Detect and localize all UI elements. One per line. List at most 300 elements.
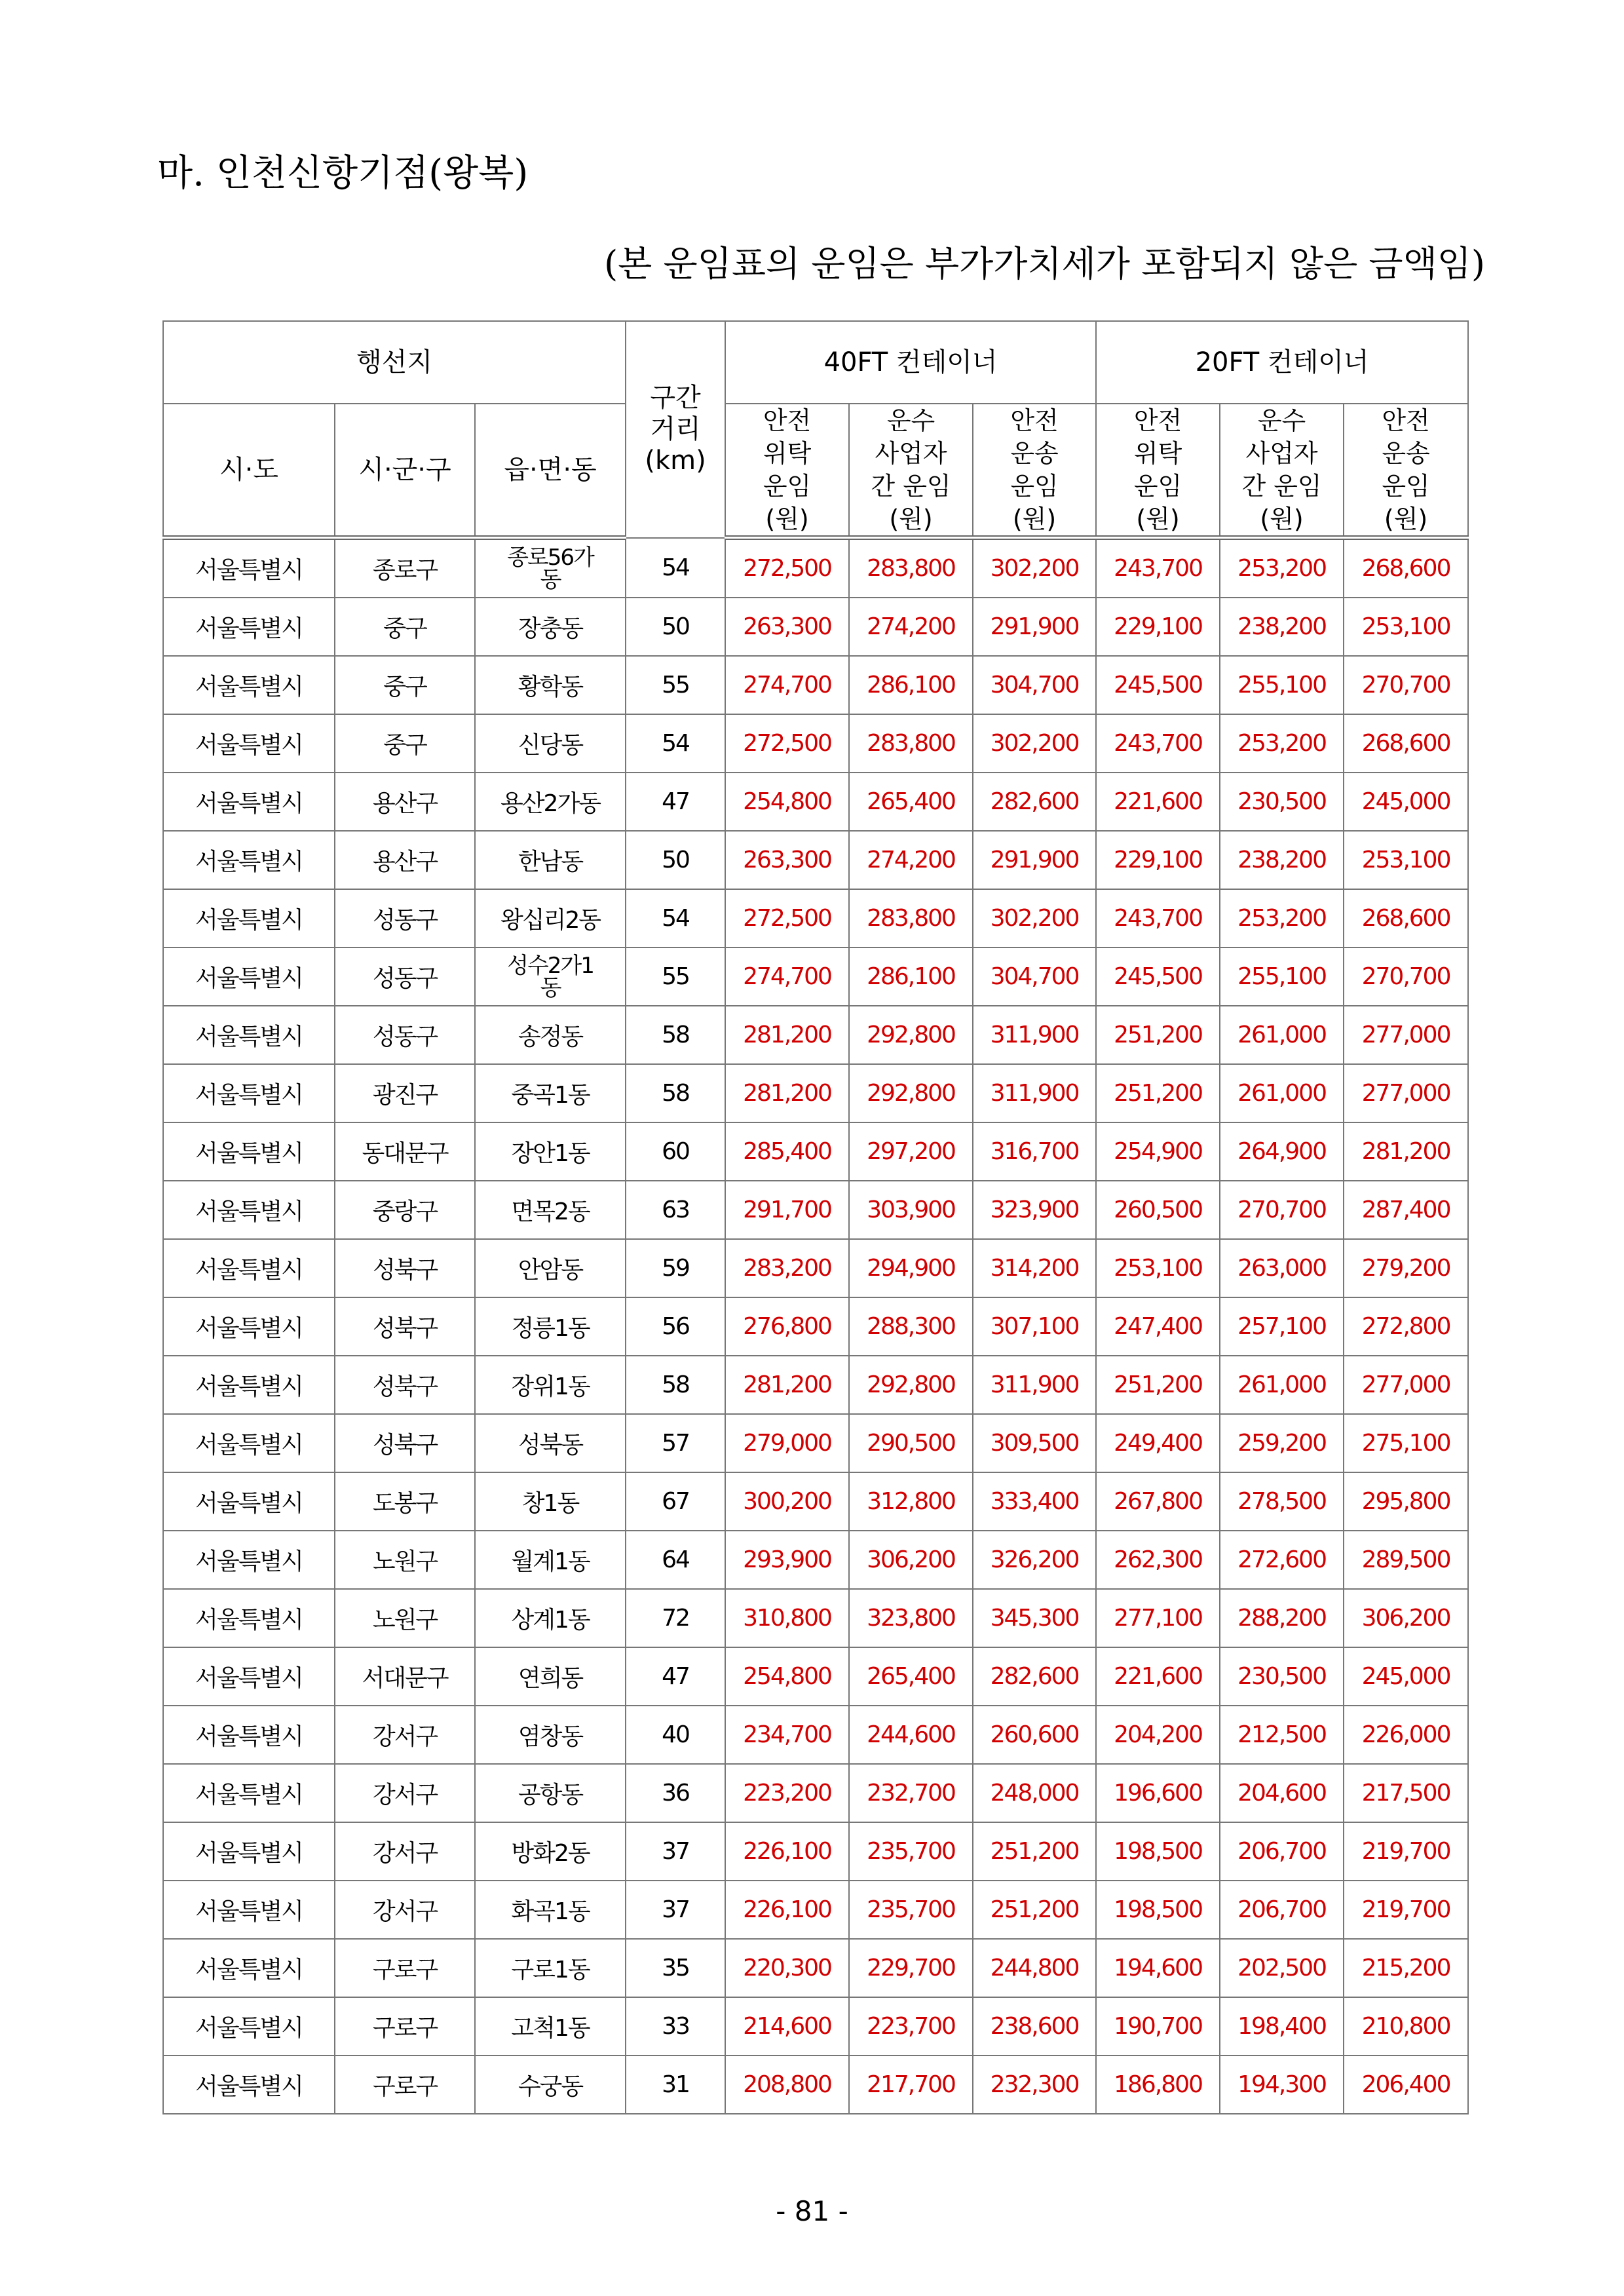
rate-20-safe-consign: 221,600	[1096, 1647, 1220, 1706]
sigungu-cell: 구로구	[335, 2056, 475, 2114]
rate-20-safe-transport: 219,700	[1344, 1881, 1468, 1939]
rate-40-carrier: 244,600	[849, 1706, 973, 1764]
sido-cell: 서울특별시	[163, 1647, 335, 1706]
rate-40-safe-consign: 226,100	[725, 1881, 849, 1939]
rate-40-carrier: 235,700	[849, 1881, 973, 1939]
rate-40-safe-transport: 238,600	[973, 1997, 1096, 2056]
rate-20-safe-consign: 262,300	[1096, 1531, 1220, 1589]
rate-20-safe-consign: 251,200	[1096, 1006, 1220, 1064]
distance-cell: 63	[626, 1181, 725, 1239]
rate-20-safe-transport: 287,400	[1344, 1181, 1468, 1239]
distance-cell: 59	[626, 1239, 725, 1297]
distance-cell: 56	[626, 1297, 725, 1356]
rate-40-safe-transport: 311,900	[973, 1064, 1096, 1122]
distance-cell: 36	[626, 1764, 725, 1822]
sido-cell: 서울특별시	[163, 1822, 335, 1881]
rate-20-safe-transport: 268,600	[1344, 538, 1468, 598]
rate-40-safe-transport: 302,200	[973, 889, 1096, 947]
sido-cell: 서울특별시	[163, 1006, 335, 1064]
dong-cell: 종로56가 동	[475, 538, 626, 598]
rate-40-safe-transport: 260,600	[973, 1706, 1096, 1764]
distance-cell: 31	[626, 2056, 725, 2114]
rate-20-safe-consign: 277,100	[1096, 1589, 1220, 1647]
sido-cell: 서울특별시	[163, 831, 335, 889]
rate-20-safe-consign: 196,600	[1096, 1764, 1220, 1822]
distance-cell: 50	[626, 598, 725, 656]
dong-cell: 장충동	[475, 598, 626, 656]
rate-20-safe-consign: 253,100	[1096, 1239, 1220, 1297]
distance-cell: 54	[626, 889, 725, 947]
rate-40-carrier: 232,700	[849, 1764, 973, 1822]
distance-cell: 58	[626, 1356, 725, 1414]
sido-cell: 서울특별시	[163, 598, 335, 656]
rate-40-safe-consign: 226,100	[725, 1822, 849, 1881]
rate-20-carrier: 255,100	[1220, 656, 1344, 714]
header-eupmyeondong: 읍·면·동	[475, 404, 626, 538]
rate-20-safe-transport: 210,800	[1344, 1997, 1468, 2056]
distance-cell: 40	[626, 1706, 725, 1764]
table-row	[163, 1997, 1468, 2056]
rate-20-safe-transport: 245,000	[1344, 773, 1468, 831]
rate-20-carrier: 257,100	[1220, 1297, 1344, 1356]
rate-40-safe-transport: 311,900	[973, 1006, 1096, 1064]
rate-20-safe-consign: 249,400	[1096, 1414, 1220, 1472]
sigungu-cell: 중구	[335, 656, 475, 714]
dong-cell: 안암동	[475, 1239, 626, 1297]
sido-cell: 서울특별시	[163, 773, 335, 831]
distance-cell: 58	[626, 1006, 725, 1064]
sido-cell: 서울특별시	[163, 1589, 335, 1647]
header-20-safe-transport-rate: 안전 운송 운임 (원)	[1344, 404, 1468, 538]
sigungu-cell: 성북구	[335, 1414, 475, 1472]
rate-40-carrier: 235,700	[849, 1822, 973, 1881]
sigungu-cell: 노원구	[335, 1531, 475, 1589]
rate-20-safe-transport: 277,000	[1344, 1064, 1468, 1122]
rate-40-safe-consign: 279,000	[725, 1414, 849, 1472]
table-row	[163, 1414, 1468, 1472]
sido-cell: 서울특별시	[163, 1472, 335, 1531]
dong-cell: 한남동	[475, 831, 626, 889]
rate-40-safe-transport: 282,600	[973, 773, 1096, 831]
rate-40-safe-transport: 291,900	[973, 831, 1096, 889]
rate-40-safe-consign: 281,200	[725, 1064, 849, 1122]
rate-20-safe-consign: 229,100	[1096, 598, 1220, 656]
table-row	[163, 1822, 1468, 1881]
distance-cell: 37	[626, 1881, 725, 1939]
table-row	[163, 773, 1468, 831]
table-row	[163, 656, 1468, 714]
table-row	[163, 598, 1468, 656]
rate-20-safe-consign: 260,500	[1096, 1181, 1220, 1239]
sigungu-cell: 구로구	[335, 1997, 475, 2056]
vat-note: (본 운임표의 운임은 부가가치세가 포함되지 않은 금액임)	[604, 243, 1485, 284]
rate-20-carrier: 261,000	[1220, 1356, 1344, 1414]
sigungu-cell: 종로구	[335, 538, 475, 598]
rate-20-safe-consign: 198,500	[1096, 1881, 1220, 1939]
rate-20-carrier: 261,000	[1220, 1064, 1344, 1122]
rate-40-carrier: 292,800	[849, 1064, 973, 1122]
table-row	[163, 1472, 1468, 1531]
sido-cell: 서울특별시	[163, 656, 335, 714]
table-row	[163, 831, 1468, 889]
table-row	[163, 714, 1468, 773]
rate-40-safe-consign: 263,300	[725, 598, 849, 656]
rate-20-safe-consign: 245,500	[1096, 947, 1220, 1006]
rate-20-carrier: 255,100	[1220, 947, 1344, 1006]
rate-20-safe-consign: 198,500	[1096, 1822, 1220, 1881]
sido-cell: 서울특별시	[163, 1706, 335, 1764]
rate-40-safe-consign: 310,800	[725, 1589, 849, 1647]
rate-40-safe-consign: 274,700	[725, 656, 849, 714]
sido-cell: 서울특별시	[163, 889, 335, 947]
rate-40-safe-consign: 208,800	[725, 2056, 849, 2114]
sido-cell: 서울특별시	[163, 1939, 335, 1997]
rate-20-safe-consign: 254,900	[1096, 1122, 1220, 1181]
sigungu-cell: 강서구	[335, 1764, 475, 1822]
distance-cell: 55	[626, 947, 725, 1006]
rate-40-carrier: 323,800	[849, 1589, 973, 1647]
sigungu-cell: 성동구	[335, 1006, 475, 1064]
rate-20-safe-transport: 215,200	[1344, 1939, 1468, 1997]
header-distance: 구간 거리 (km)	[626, 321, 725, 538]
dong-cell: 면목2동	[475, 1181, 626, 1239]
sido-cell: 서울특별시	[163, 1881, 335, 1939]
sido-cell: 서울특별시	[163, 1997, 335, 2056]
rate-20-safe-transport: 219,700	[1344, 1822, 1468, 1881]
rate-table-body	[163, 538, 1468, 2114]
dong-cell: 공항동	[475, 1764, 626, 1822]
rate-20-safe-consign: 194,600	[1096, 1939, 1220, 1997]
dong-cell: 성수2가1 동	[475, 947, 626, 1006]
rate-20-safe-transport: 281,200	[1344, 1122, 1468, 1181]
rate-20-carrier: 238,200	[1220, 831, 1344, 889]
rate-20-safe-transport: 272,800	[1344, 1297, 1468, 1356]
distance-cell: 33	[626, 1997, 725, 2056]
rate-40-safe-transport: 291,900	[973, 598, 1096, 656]
table-row	[163, 1764, 1468, 1822]
dong-cell: 수궁동	[475, 2056, 626, 2114]
rate-40-carrier: 217,700	[849, 2056, 973, 2114]
sigungu-cell: 도봉구	[335, 1472, 475, 1531]
header-20-safe-consign-rate: 안전 위탁 운임 (원)	[1096, 404, 1220, 538]
rate-40-safe-consign: 263,300	[725, 831, 849, 889]
distance-cell: 72	[626, 1589, 725, 1647]
rate-40-safe-consign: 254,800	[725, 773, 849, 831]
rate-20-carrier: 253,200	[1220, 889, 1344, 947]
table-row	[163, 889, 1468, 947]
header-sigungu: 시·군·구	[335, 404, 475, 538]
table-row	[163, 947, 1468, 1006]
dong-cell: 성북동	[475, 1414, 626, 1472]
dong-cell: 상계1동	[475, 1589, 626, 1647]
sigungu-cell: 서대문구	[335, 1647, 475, 1706]
rate-40-safe-transport: 323,900	[973, 1181, 1096, 1239]
rate-20-carrier: 264,900	[1220, 1122, 1344, 1181]
rate-20-safe-transport: 306,200	[1344, 1589, 1468, 1647]
dong-cell: 월계1동	[475, 1531, 626, 1589]
distance-cell: 55	[626, 656, 725, 714]
rate-20-safe-consign: 204,200	[1096, 1706, 1220, 1764]
rate-20-safe-transport: 270,700	[1344, 656, 1468, 714]
rate-40-safe-transport: 316,700	[973, 1122, 1096, 1181]
sido-cell: 서울특별시	[163, 1414, 335, 1472]
rate-40-safe-consign: 293,900	[725, 1531, 849, 1589]
section-heading: 마. 인천신항기점(왕복)	[157, 152, 529, 195]
dong-cell: 염창동	[475, 1706, 626, 1764]
rate-40-safe-transport: 333,400	[973, 1472, 1096, 1531]
rate-40-carrier: 283,800	[849, 889, 973, 947]
rate-40-safe-consign: 291,700	[725, 1181, 849, 1239]
sigungu-cell: 구로구	[335, 1939, 475, 1997]
table-row	[163, 1064, 1468, 1122]
rate-20-safe-transport: 289,500	[1344, 1531, 1468, 1589]
sido-cell: 서울특별시	[163, 1531, 335, 1589]
page-number: - 81 -	[776, 2195, 848, 2227]
rate-40-safe-consign: 272,500	[725, 889, 849, 947]
sido-cell: 서울특별시	[163, 1122, 335, 1181]
rate-20-safe-transport: 270,700	[1344, 947, 1468, 1006]
distance-cell: 37	[626, 1822, 725, 1881]
distance-cell: 47	[626, 1647, 725, 1706]
rate-40-safe-transport: 307,100	[973, 1297, 1096, 1356]
sigungu-cell: 강서구	[335, 1822, 475, 1881]
rate-20-safe-transport: 268,600	[1344, 889, 1468, 947]
sigungu-cell: 중구	[335, 598, 475, 656]
rate-40-carrier: 274,200	[849, 831, 973, 889]
table-row	[163, 1531, 1468, 1589]
rate-40-safe-transport: 345,300	[973, 1589, 1096, 1647]
table-row	[163, 1006, 1468, 1064]
table-row	[163, 2056, 1468, 2114]
rate-20-safe-consign: 243,700	[1096, 889, 1220, 947]
sigungu-cell: 성북구	[335, 1297, 475, 1356]
rate-40-safe-transport: 311,900	[973, 1356, 1096, 1414]
rate-40-carrier: 297,200	[849, 1122, 973, 1181]
rate-20-carrier: 272,600	[1220, 1531, 1344, 1589]
rate-40-carrier: 229,700	[849, 1939, 973, 1997]
dong-cell: 황학동	[475, 656, 626, 714]
distance-cell: 64	[626, 1531, 725, 1589]
header-destination: 행선지	[163, 321, 626, 404]
rate-40-carrier: 290,500	[849, 1414, 973, 1472]
rate-40-carrier: 274,200	[849, 598, 973, 656]
distance-cell: 54	[626, 538, 725, 598]
dong-cell: 고척1동	[475, 1997, 626, 2056]
dong-cell: 장안1동	[475, 1122, 626, 1181]
rate-20-carrier: 194,300	[1220, 2056, 1344, 2114]
table-row	[163, 538, 1468, 598]
rate-20-carrier: 238,200	[1220, 598, 1344, 656]
header-40-safe-consign-rate: 안전 위탁 운임 (원)	[725, 404, 849, 538]
sigungu-cell: 성북구	[335, 1356, 475, 1414]
rate-20-safe-consign: 251,200	[1096, 1356, 1220, 1414]
rate-40-safe-transport: 302,200	[973, 714, 1096, 773]
sido-cell: 서울특별시	[163, 1297, 335, 1356]
dong-cell: 신당동	[475, 714, 626, 773]
rate-40-safe-consign: 272,500	[725, 538, 849, 598]
table-row	[163, 1706, 1468, 1764]
distance-cell: 47	[626, 773, 725, 831]
distance-cell: 58	[626, 1064, 725, 1122]
header-20ft-container: 20FT 컨테이너	[1096, 321, 1468, 404]
rate-20-carrier: 212,500	[1220, 1706, 1344, 1764]
table-row	[163, 1181, 1468, 1239]
rate-40-carrier: 306,200	[849, 1531, 973, 1589]
header-40-carrier-rate: 운수 사업자 간 운임 (원)	[849, 404, 973, 538]
rate-20-safe-consign: 245,500	[1096, 656, 1220, 714]
sido-cell: 서울특별시	[163, 1181, 335, 1239]
sigungu-cell: 성동구	[335, 947, 475, 1006]
distance-cell: 60	[626, 1122, 725, 1181]
dong-cell: 연희동	[475, 1647, 626, 1706]
rate-40-safe-consign: 285,400	[725, 1122, 849, 1181]
rate-20-carrier: 270,700	[1220, 1181, 1344, 1239]
table-row	[163, 1589, 1468, 1647]
dong-cell: 장위1동	[475, 1356, 626, 1414]
rate-40-safe-transport: 304,700	[973, 947, 1096, 1006]
rate-20-safe-transport: 279,200	[1344, 1239, 1468, 1297]
rate-20-safe-transport: 245,000	[1344, 1647, 1468, 1706]
rate-40-safe-transport: 248,000	[973, 1764, 1096, 1822]
rate-20-safe-transport: 277,000	[1344, 1006, 1468, 1064]
sigungu-cell: 강서구	[335, 1706, 475, 1764]
table-row	[163, 1297, 1468, 1356]
rate-40-safe-transport: 244,800	[973, 1939, 1096, 1997]
sigungu-cell: 강서구	[335, 1881, 475, 1939]
rate-40-safe-consign: 281,200	[725, 1356, 849, 1414]
sigungu-cell: 노원구	[335, 1589, 475, 1647]
rate-20-carrier: 253,200	[1220, 714, 1344, 773]
sido-cell: 서울특별시	[163, 2056, 335, 2114]
rate-40-safe-transport: 304,700	[973, 656, 1096, 714]
header-20-carrier-rate: 운수 사업자 간 운임 (원)	[1220, 404, 1344, 538]
rate-40-safe-consign: 214,600	[725, 1997, 849, 2056]
dong-cell: 화곡1동	[475, 1881, 626, 1939]
rate-20-safe-transport: 226,000	[1344, 1706, 1468, 1764]
rate-20-safe-transport: 275,100	[1344, 1414, 1468, 1472]
rate-20-carrier: 202,500	[1220, 1939, 1344, 1997]
sigungu-cell: 광진구	[335, 1064, 475, 1122]
rate-40-safe-consign: 220,300	[725, 1939, 849, 1997]
dong-cell: 정릉1동	[475, 1297, 626, 1356]
header-40ft-container: 40FT 컨테이너	[725, 321, 1096, 404]
rate-40-carrier: 288,300	[849, 1297, 973, 1356]
sigungu-cell: 동대문구	[335, 1122, 475, 1181]
rate-20-safe-transport: 253,100	[1344, 831, 1468, 889]
rate-20-carrier: 288,200	[1220, 1589, 1344, 1647]
sido-cell: 서울특별시	[163, 714, 335, 773]
rate-40-safe-consign: 276,800	[725, 1297, 849, 1356]
rate-40-safe-transport: 314,200	[973, 1239, 1096, 1297]
table-row	[163, 1881, 1468, 1939]
rate-20-safe-consign: 243,700	[1096, 714, 1220, 773]
sigungu-cell: 성북구	[335, 1239, 475, 1297]
distance-cell: 35	[626, 1939, 725, 1997]
dong-cell: 창1동	[475, 1472, 626, 1531]
rate-20-safe-transport: 217,500	[1344, 1764, 1468, 1822]
dong-cell: 방화2동	[475, 1822, 626, 1881]
rate-40-carrier: 303,900	[849, 1181, 973, 1239]
rate-20-safe-transport: 295,800	[1344, 1472, 1468, 1531]
sido-cell: 서울특별시	[163, 1064, 335, 1122]
rate-20-safe-transport: 253,100	[1344, 598, 1468, 656]
dong-cell: 왕십리2동	[475, 889, 626, 947]
rate-40-carrier: 292,800	[849, 1006, 973, 1064]
sido-cell: 서울특별시	[163, 1356, 335, 1414]
distance-cell: 50	[626, 831, 725, 889]
rate-20-carrier: 206,700	[1220, 1881, 1344, 1939]
rate-20-carrier: 204,600	[1220, 1764, 1344, 1822]
rate-40-safe-consign: 254,800	[725, 1647, 849, 1706]
rate-20-safe-transport: 277,000	[1344, 1356, 1468, 1414]
rate-20-safe-consign: 190,700	[1096, 1997, 1220, 2056]
rate-20-carrier: 259,200	[1220, 1414, 1344, 1472]
rate-20-safe-consign: 186,800	[1096, 2056, 1220, 2114]
rate-40-carrier: 223,700	[849, 1997, 973, 2056]
sido-cell: 서울특별시	[163, 947, 335, 1006]
rate-20-carrier: 198,400	[1220, 1997, 1344, 2056]
sigungu-cell: 중랑구	[335, 1181, 475, 1239]
rate-40-carrier: 265,400	[849, 1647, 973, 1706]
rate-40-carrier: 312,800	[849, 1472, 973, 1531]
dong-cell: 용산2가동	[475, 773, 626, 831]
rate-40-safe-consign: 234,700	[725, 1706, 849, 1764]
table-row	[163, 1647, 1468, 1706]
rate-20-carrier: 230,500	[1220, 773, 1344, 831]
rate-20-carrier: 261,000	[1220, 1006, 1344, 1064]
rate-40-safe-transport: 282,600	[973, 1647, 1096, 1706]
rate-20-safe-consign: 243,700	[1096, 538, 1220, 598]
rate-40-carrier: 265,400	[849, 773, 973, 831]
sido-cell: 서울특별시	[163, 1764, 335, 1822]
rate-20-safe-consign: 267,800	[1096, 1472, 1220, 1531]
sigungu-cell: 용산구	[335, 773, 475, 831]
rate-20-carrier: 253,200	[1220, 538, 1344, 598]
rate-40-carrier: 286,100	[849, 947, 973, 1006]
rate-20-carrier: 230,500	[1220, 1647, 1344, 1706]
rate-40-safe-consign: 300,200	[725, 1472, 849, 1531]
sido-cell: 서울특별시	[163, 1239, 335, 1297]
rate-40-safe-transport: 232,300	[973, 2056, 1096, 2114]
header-sido: 시·도	[163, 404, 335, 538]
rate-20-safe-consign: 229,100	[1096, 831, 1220, 889]
distance-cell: 67	[626, 1472, 725, 1531]
dong-cell: 송정동	[475, 1006, 626, 1064]
rate-20-carrier: 278,500	[1220, 1472, 1344, 1531]
rate-40-safe-consign: 223,200	[725, 1764, 849, 1822]
rate-40-safe-consign: 274,700	[725, 947, 849, 1006]
rate-20-safe-consign: 247,400	[1096, 1297, 1220, 1356]
rate-40-safe-transport: 326,200	[973, 1531, 1096, 1589]
sigungu-cell: 성동구	[335, 889, 475, 947]
table-row	[163, 1122, 1468, 1181]
rate-40-carrier: 283,800	[849, 714, 973, 773]
distance-cell: 54	[626, 714, 725, 773]
rate-20-carrier: 206,700	[1220, 1822, 1344, 1881]
rate-20-safe-transport: 206,400	[1344, 2056, 1468, 2114]
table-row	[163, 1239, 1468, 1297]
rate-20-safe-consign: 221,600	[1096, 773, 1220, 831]
rate-40-carrier: 294,900	[849, 1239, 973, 1297]
rate-40-safe-transport: 251,200	[973, 1881, 1096, 1939]
rate-40-safe-transport: 251,200	[973, 1822, 1096, 1881]
rate-20-safe-transport: 268,600	[1344, 714, 1468, 773]
rate-40-safe-transport: 302,200	[973, 538, 1096, 598]
freight-rate-table	[162, 320, 1469, 2114]
table-row	[163, 1939, 1468, 1997]
rate-40-safe-consign: 272,500	[725, 714, 849, 773]
rate-40-carrier: 283,800	[849, 538, 973, 598]
